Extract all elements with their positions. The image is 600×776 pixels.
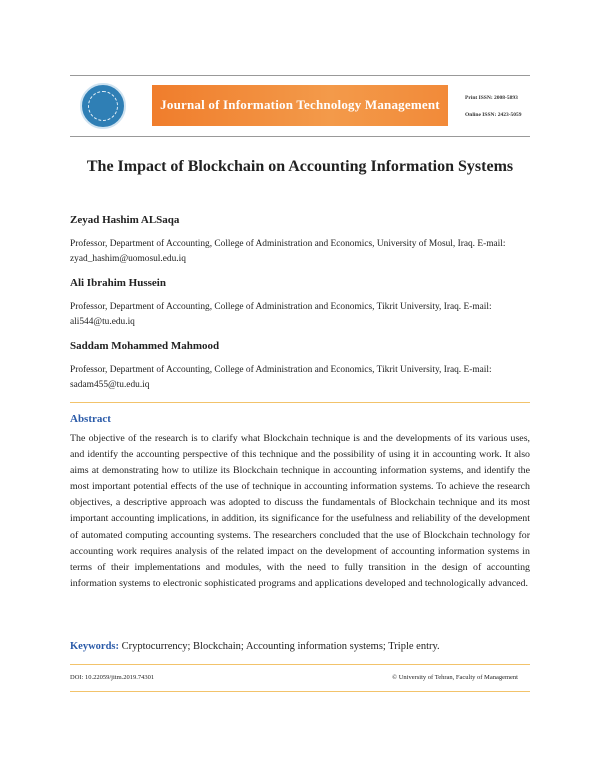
abstract-body: The objective of the research is to clarify what Blockchain technique is and the developments of its various uses, and identify the accounting perspective of this technique and the possibility of using it in accounting work. It also aims at demonstrating how to utilize its Blockchain technique in accounting information systems, and identify the most important potential effects of the use of technique in accounting information systems. To achieve the research objectives, a descriptive approach was adopted to discuss the fundamentals of Blockchain technique and its most important accounting implications, in addition, its significance for the usefulness and reliability of the development of automated computing accounting systems. The researchers concluded that the use of Blockchain technology for accounting work requires analysis of the related impact on the development of accounting information systems in terms of their implementations and modules, with the need to fully transition in the design of accounting information systems to electronic sophisticated programs and applications developed and technologically advanced.	[70, 433, 530, 589]
author-affiliation: Professor, Department of Accounting, College of Administration and Economics, University of Mosul, Iraq. E-mail: zyad_hashim@uomosul.edu.iq	[70, 239, 506, 264]
keywords-label: Keywords:	[70, 641, 119, 652]
paper-title: The Impact of Blockchain on Accounting Information Systems	[86, 158, 514, 175]
doi-text: DOI: 10.22059/jitm.2019.74301	[70, 674, 155, 681]
keywords-line	[70, 641, 530, 652]
copyright-text: © University of Tehran, Faculty of Management	[392, 674, 518, 681]
journal-banner	[152, 85, 448, 126]
abstract-heading: Abstract	[70, 413, 111, 425]
author-name: Saddam Mohammed Mahmood	[70, 340, 220, 352]
author-block	[70, 214, 530, 267]
logo-ring	[88, 91, 118, 121]
footer-top-rule	[70, 664, 530, 665]
online-issn: Online ISSN: 2423-5059	[465, 112, 522, 118]
author-affiliation: Professor, Department of Accounting, College of Administration and Economics, Tikrit University, Iraq. E-mail: ali544@tu.edu.iq	[70, 302, 492, 327]
journal-name: Journal of Information Technology Management	[160, 97, 440, 112]
author-block	[70, 277, 530, 330]
print-issn: Print ISSN: 2008-5893	[465, 95, 518, 101]
university-logo-icon	[80, 83, 126, 129]
footer-bottom-rule	[70, 691, 530, 692]
header-top-rule	[70, 75, 530, 76]
abstract-top-rule	[70, 402, 530, 403]
author-name: Zeyad Hashim ALSaqa	[70, 214, 180, 226]
author-affiliation: Professor, Department of Accounting, College of Administration and Economics, Tikrit University, Iraq. E-mail: sadam455@tu.edu.iq	[70, 365, 492, 390]
keywords-text: Cryptocurrency; Blockchain; Accounting information systems; Triple entry.	[121, 641, 440, 652]
author-name: Ali Ibrahim Hussein	[70, 277, 166, 289]
author-block	[70, 340, 530, 393]
journal-header	[70, 75, 530, 137]
header-bottom-rule	[70, 136, 530, 137]
